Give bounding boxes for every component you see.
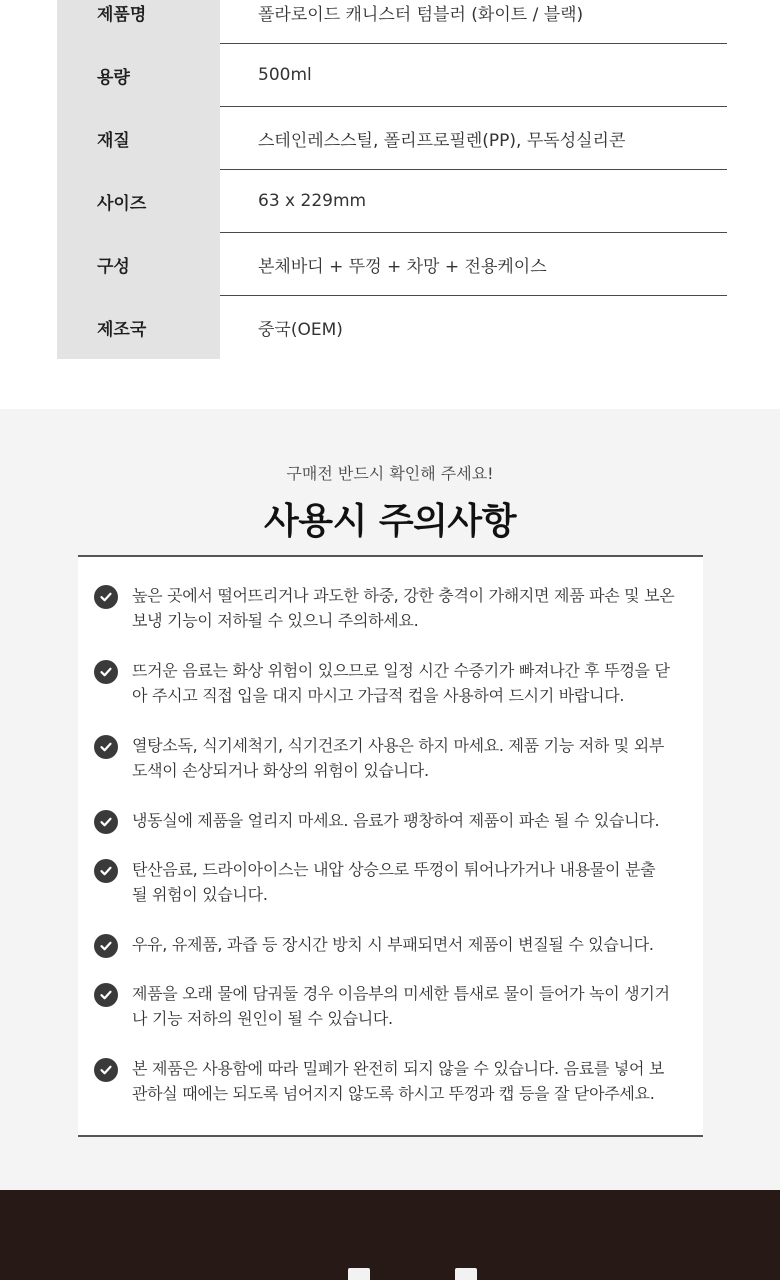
spec-value: 500ml <box>220 44 727 107</box>
spec-label: 구성 <box>57 233 220 296</box>
caution-line: 뜨거운 음료는 화상 위험이 있으므로 일정 시간 수증기가 빠져나간 후 뚜껑을 닫 <box>132 661 670 680</box>
caution-line: 도색이 손상되거나 화상의 위험이 있습니다. <box>132 761 429 780</box>
caution-item <box>94 658 688 708</box>
spec-value: 스테인레스스틸, 폴리프로필렌(PP), 무독성실리콘 <box>220 107 727 170</box>
caution-item <box>94 932 688 958</box>
caution-section <box>0 409 780 1190</box>
caution-line: 관하실 때에는 되도록 넘어지지 않도록 하시고 뚜껑과 캡 등을 잘 닫아주세요. <box>132 1084 655 1103</box>
spec-row-size <box>57 170 727 233</box>
caution-text <box>132 658 670 708</box>
spec-row-components <box>57 233 727 296</box>
spec-row-material <box>57 107 727 170</box>
spec-row-name <box>57 0 727 44</box>
spec-label: 제조국 <box>57 296 220 359</box>
caution-line: 아 주시고 직접 입을 대지 마시고 가급적 컵을 사용하여 드시기 바랍니다. <box>132 686 625 705</box>
cropped-heading-glyph <box>455 1268 477 1280</box>
spec-label: 제품명 <box>57 0 220 44</box>
caution-line: 우유, 유제품, 과즙 등 장시간 방치 시 부패되면서 제품이 변질될 수 있습니다. <box>132 935 654 954</box>
caution-line: 나 기능 저하의 원인이 될 수 있습니다. <box>132 1009 393 1028</box>
spec-row-capacity <box>57 44 727 107</box>
check-circle-icon <box>94 859 118 883</box>
caution-item <box>94 857 688 907</box>
check-circle-icon <box>94 810 118 834</box>
caution-text <box>132 981 670 1031</box>
spec-value: 63 x 229mm <box>220 170 727 233</box>
caution-list <box>78 555 703 1137</box>
cropped-heading-glyph <box>348 1268 370 1280</box>
spec-value: 중국(OEM) <box>258 320 343 340</box>
spec-label: 용량 <box>57 44 220 107</box>
caution-title: 사용시 주의사항 <box>264 501 516 542</box>
caution-line: 탄산음료, 드라이아이스는 내압 상승으로 뚜껑이 튀어나가거나 내용물이 분출 <box>132 860 656 879</box>
caution-line: 열탕소독, 식기세척기, 식기건조기 사용은 하지 마세요. 제품 기능 저하 및 외부 <box>132 736 665 755</box>
check-circle-icon <box>94 1058 118 1082</box>
caution-item <box>94 808 688 834</box>
caution-line: 냉동실에 제품을 얼리지 마세요. 음료가 팽창하여 제품이 파손 될 수 있습니다. <box>132 811 660 830</box>
caution-item <box>94 733 688 783</box>
check-circle-icon <box>94 934 118 958</box>
spec-label: 사이즈 <box>57 170 220 233</box>
caution-text <box>132 932 654 957</box>
caution-text <box>132 808 659 833</box>
caution-text <box>132 857 655 907</box>
spec-section <box>0 0 780 409</box>
caution-line: 높은 곳에서 떨어뜨리거나 과도한 하중, 강한 충격이 가해지면 제품 파손 및 보온 <box>132 586 675 605</box>
caution-line: 본 제품은 사용함에 따라 밀폐가 완전히 되지 않을 수 있습니다. 음료를 넣어 보 <box>132 1059 665 1078</box>
caution-line: 제품을 오래 물에 담궈둘 경우 이음부의 미세한 틈새로 물이 들어가 녹이 생기거 <box>132 984 670 1003</box>
check-circle-icon <box>94 660 118 684</box>
spec-label: 재질 <box>57 107 220 170</box>
check-circle-icon <box>94 585 118 609</box>
check-circle-icon <box>94 983 118 1007</box>
caution-subtitle: 구매전 반드시 확인해 주세요! <box>286 464 494 483</box>
spec-value: 폴라로이드 캐니스터 텀블러 (화이트 / 블랙) <box>220 0 727 44</box>
caution-item <box>94 981 688 1031</box>
spec-row-origin <box>57 296 727 359</box>
caution-line: 될 위험이 있습니다. <box>132 885 268 904</box>
caution-text <box>132 733 664 783</box>
spec-value: 본체바디 + 뚜껑 + 차망 + 전용케이스 <box>220 233 727 296</box>
caution-text <box>132 1056 664 1106</box>
caution-item <box>94 1056 688 1106</box>
check-circle-icon <box>94 735 118 759</box>
caution-line: 보냉 기능이 저하될 수 있으니 주의하세요. <box>132 611 419 630</box>
caution-text <box>132 583 674 633</box>
next-section-band <box>0 1190 780 1280</box>
caution-item <box>94 583 688 633</box>
spec-table <box>57 0 727 359</box>
